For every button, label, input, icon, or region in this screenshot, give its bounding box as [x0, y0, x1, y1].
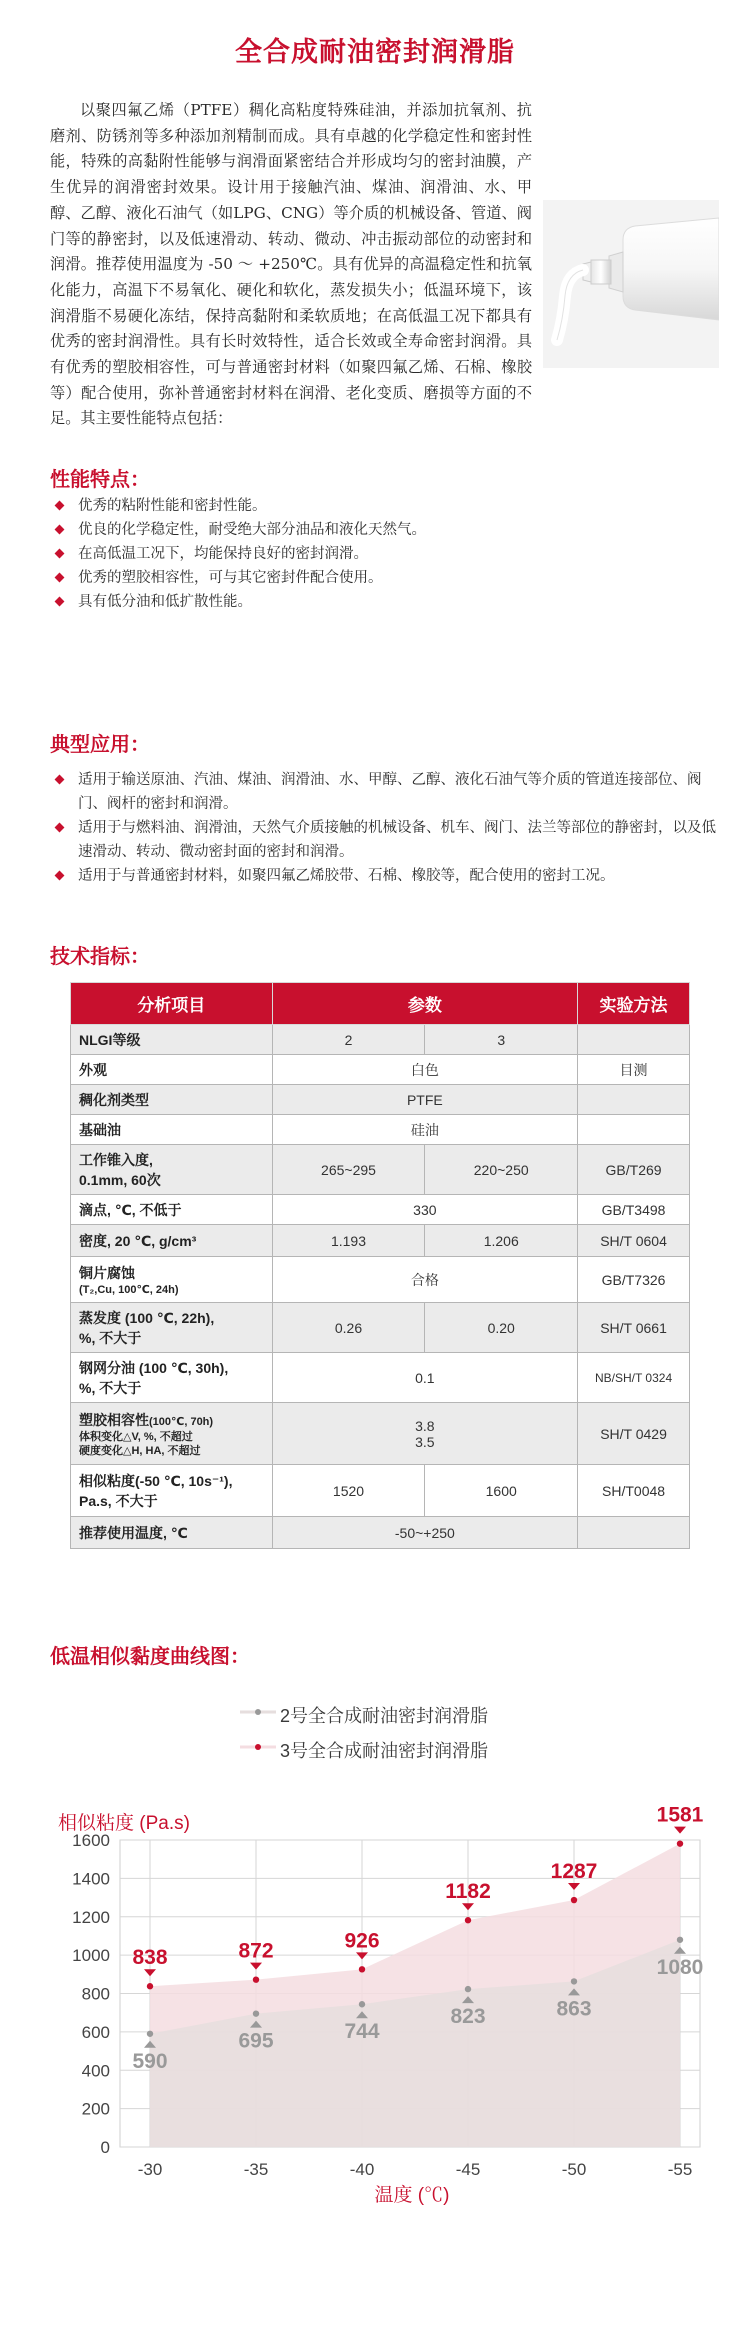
row-label: 密度, 20 ℃, g/cm³	[71, 1225, 273, 1257]
curve-heading: 低温相似黏度曲线图：	[50, 1644, 250, 1668]
cell-method: GB/T269	[578, 1145, 690, 1195]
row-label-line1: 塑胶相容性	[79, 1411, 149, 1428]
data-point	[147, 1983, 153, 1989]
cell-grade3: 1600	[425, 1465, 578, 1517]
y-tick-label: 600	[81, 2022, 110, 2042]
row-label-line2: 体积变化△V, %, 不超过	[79, 1430, 193, 1443]
data-point	[147, 2031, 153, 2037]
features-heading: 性能特点：	[50, 467, 150, 491]
row-label	[71, 1257, 273, 1303]
y-tick-label: 0	[100, 2138, 110, 2157]
list-item: 在高低温工况下，均能保持良好的密封润滑。	[52, 542, 720, 566]
table-row	[71, 1055, 690, 1085]
product-image	[543, 200, 719, 368]
row-label: NLGI等级	[71, 1025, 273, 1055]
cell-method: 目测	[578, 1055, 690, 1085]
row-label	[71, 1145, 273, 1195]
pointer-marker	[674, 1827, 686, 1834]
row-label: 推荐使用温度, ℃	[71, 1517, 273, 1549]
data-label: 1581	[656, 1803, 704, 1827]
data-label: 1080	[656, 1955, 704, 1979]
row-label: 基础油	[71, 1115, 273, 1145]
cell-grade3: 1.206	[425, 1225, 578, 1257]
table-row	[71, 1257, 690, 1303]
table-row	[71, 1517, 690, 1549]
page-title: 全合成耐油密封润滑脂	[235, 37, 515, 68]
row-label	[71, 1465, 273, 1517]
data-label: 863	[556, 1997, 592, 2021]
cell-value-line1: 3.8	[415, 1417, 435, 1434]
cell-grade2: 0.26	[272, 1303, 425, 1353]
x-axis-label: 温度 (℃)	[374, 2185, 450, 2206]
data-point	[465, 1986, 471, 1992]
cell-grade3: 0.20	[425, 1303, 578, 1353]
x-tick-label: -45	[455, 2160, 481, 2179]
x-tick-label: -40	[349, 2160, 375, 2179]
row-label-line2: %, 不大于	[79, 1379, 142, 1396]
data-label: 744	[344, 2020, 380, 2044]
data-label: 1287	[550, 1860, 598, 1884]
row-label-line1: 铜片腐蚀	[79, 1264, 135, 1281]
applications-heading: 典型应用：	[50, 732, 150, 756]
table-row	[71, 1025, 690, 1055]
table-row	[71, 1115, 690, 1145]
y-tick-label: 1400	[72, 1869, 110, 1889]
data-label: 838	[132, 1946, 168, 1970]
x-tick-label: -30	[137, 2160, 163, 2179]
row-label	[71, 1303, 273, 1353]
data-label: 590	[132, 2049, 168, 2073]
data-point	[465, 1917, 471, 1923]
row-label: 稠化剂类型	[71, 1085, 273, 1115]
applications-list	[52, 768, 720, 888]
cell-method: SH/T 0661	[578, 1303, 690, 1353]
y-axis-label: 相似粘度 (Pa.s)	[58, 1813, 190, 1834]
table-row	[71, 1303, 690, 1353]
legend-label: 3号全合成耐油密封润滑脂	[280, 1741, 489, 1761]
list-item: 适用于与普通密封材料，如聚四氟乙烯胶带、石棉、橡胶等，配合使用的密封工况。	[52, 864, 720, 888]
cell-method	[578, 1085, 690, 1115]
row-label-cond: (100℃, 70h)	[149, 1415, 214, 1428]
legend-grade2	[240, 1702, 488, 1728]
cell-grade2: 1520	[272, 1465, 425, 1517]
legend-grey-marker-icon	[240, 1701, 280, 1722]
row-label-line2: 0.1mm, 60次	[79, 1171, 161, 1188]
data-label: 823	[450, 2005, 486, 2029]
viscosity-chart	[50, 1795, 710, 2215]
row-label-line2: %, 不大于	[79, 1329, 142, 1346]
cell-value: 硅油	[272, 1115, 577, 1145]
cell-value-line2: 3.5	[415, 1433, 435, 1450]
legend-red-marker-icon	[240, 1736, 280, 1757]
list-item: 适用于与燃料油、润滑油，天然气介质接触的机械设备、机车、阀门、法兰等部位的静密封，以及低速滑动、转动、微动密封面的密封和润滑。	[52, 816, 720, 864]
data-point	[253, 1976, 259, 1982]
col-header-params: 参数	[272, 983, 577, 1025]
y-tick-label: 1600	[72, 1831, 110, 1850]
y-tick-label: 1200	[72, 1907, 110, 1927]
spec-table	[70, 982, 690, 1549]
table-row	[71, 1465, 690, 1517]
intro-paragraph: 以聚四氟乙烯（PTFE）稠化高粘度特殊硅油，并添加抗氧剂、抗磨剂、防锈剂等多种添加剂精制而成。具有卓越的化学稳定性和密封性能，特殊的高黏附性能够与润滑面紧密结合并形成均匀的密封油膜，产生优异的润滑密封效果。设计用于接触汽油、煤油、润滑油、水、甲醇、乙醇、液化石油气（如LPG、CNG）等介质的机械设备、管道、阀门等的静密封，以及低速滑动、转动、微动、冲击振动部位的动密封和润滑。推荐使用温度为 -50 ～ +250℃。具有优异的高温稳定性和抗氧化能力，高温下不易氧化、硬化和软化，蒸发损失小；低温环境下，该润滑脂不易硬化冻结，保持高黏附和柔软质地；在高低温工况下都具有优秀的密封润滑性。具有长时效特性，适合长效或全寿命密封润滑。具有优秀的塑胶相容性，可与普通密封材料（如聚四氟乙烯、石棉、橡胶等）配合使用，弥补普通密封材料在润滑、老化变质、磨损等方面的不足。其主要性能特点包括：	[50, 101, 532, 428]
cell-value: PTFE	[272, 1085, 577, 1115]
data-point	[571, 1897, 577, 1903]
data-point	[677, 1840, 683, 1846]
cell-method: SH/T0048	[578, 1465, 690, 1517]
cell-value: -50~+250	[272, 1517, 577, 1549]
cell-grade3: 220~250	[425, 1145, 578, 1195]
col-header-method: 实验方法	[578, 983, 690, 1025]
row-label-line1: 蒸发度 (100 ℃, 22h),	[79, 1309, 215, 1326]
cell-method: SH/T 0429	[578, 1403, 690, 1465]
cell-grade2: 265~295	[272, 1145, 425, 1195]
data-point	[359, 2001, 365, 2007]
x-tick-label: -55	[667, 2160, 693, 2179]
row-label	[71, 1403, 273, 1465]
row-label-line3: 硬度变化△H, HA, 不超过	[79, 1444, 201, 1457]
legend-label: 2号全合成耐油密封润滑脂	[280, 1706, 489, 1726]
row-label-line1: 相似粘度(-50 ℃, 10s⁻¹),	[79, 1472, 233, 1489]
data-point	[571, 1978, 577, 1984]
table-row	[71, 1353, 690, 1403]
specs-heading: 技术指标：	[50, 944, 150, 968]
y-tick-label: 800	[81, 1984, 110, 2004]
list-item: 具有低分油和低扩散性能。	[52, 590, 720, 614]
cell-value	[272, 1403, 577, 1465]
cell-method: SH/T 0604	[578, 1225, 690, 1257]
data-point	[253, 2010, 259, 2016]
row-label: 滴点, ℃, 不低于	[71, 1195, 273, 1225]
table-row	[71, 1145, 690, 1195]
cell-method: GB/T7326	[578, 1257, 690, 1303]
x-tick-label: -35	[243, 2160, 269, 2179]
data-label: 695	[238, 2029, 274, 2053]
cell-value: 0.1	[272, 1353, 577, 1403]
cell-method	[578, 1517, 690, 1549]
table-row	[71, 1403, 690, 1465]
table-row	[71, 1225, 690, 1257]
list-item: 优秀的粘附性能和密封性能。	[52, 494, 720, 518]
row-label-line2: Pa.s, 不大于	[79, 1492, 158, 1509]
y-tick-label: 200	[81, 2099, 110, 2119]
cell-method	[578, 1115, 690, 1145]
row-label: 外观	[71, 1055, 273, 1085]
y-tick-label: 400	[81, 2061, 110, 2081]
table-row	[71, 1195, 690, 1225]
table-row	[71, 1085, 690, 1115]
data-label: 1182	[445, 1880, 491, 1904]
col-header-item: 分析项目	[71, 983, 273, 1025]
cell-method: NB/SH/T 0324	[578, 1353, 690, 1403]
cell-grade3: 3	[425, 1025, 578, 1055]
cell-method	[578, 1025, 690, 1055]
list-item: 优良的化学稳定性，耐受绝大部分油品和液化天然气。	[52, 518, 720, 542]
list-item: 适用于输送原油、汽油、煤油、润滑油、水、甲醇、乙醇、液化石油气等介质的管道连接部位、阀门、阀杆的密封和润滑。	[52, 768, 720, 816]
data-point	[359, 1966, 365, 1972]
cell-grade2: 2	[272, 1025, 425, 1055]
cell-method: GB/T3498	[578, 1195, 690, 1225]
cell-grade2: 1.193	[272, 1225, 425, 1257]
cell-value: 白色	[272, 1055, 577, 1085]
cell-value: 合格	[272, 1257, 577, 1303]
data-label: 926	[344, 1929, 380, 1953]
data-point	[677, 1937, 683, 1943]
data-label: 872	[238, 1939, 274, 1963]
row-label-line2: (T₂,Cu, 100℃, 24h)	[79, 1283, 179, 1296]
row-label-line1: 钢网分油 (100 ℃, 30h),	[79, 1359, 229, 1376]
cell-value: 330	[272, 1195, 577, 1225]
legend-grade3	[240, 1737, 488, 1763]
list-item: 优秀的塑胶相容性，可与其它密封件配合使用。	[52, 566, 720, 590]
x-tick-label: -50	[561, 2160, 587, 2179]
y-tick-label: 1000	[72, 1946, 110, 1966]
row-label	[71, 1353, 273, 1403]
features-list	[52, 494, 720, 614]
row-label-line1: 工作锥入度,	[79, 1151, 153, 1168]
